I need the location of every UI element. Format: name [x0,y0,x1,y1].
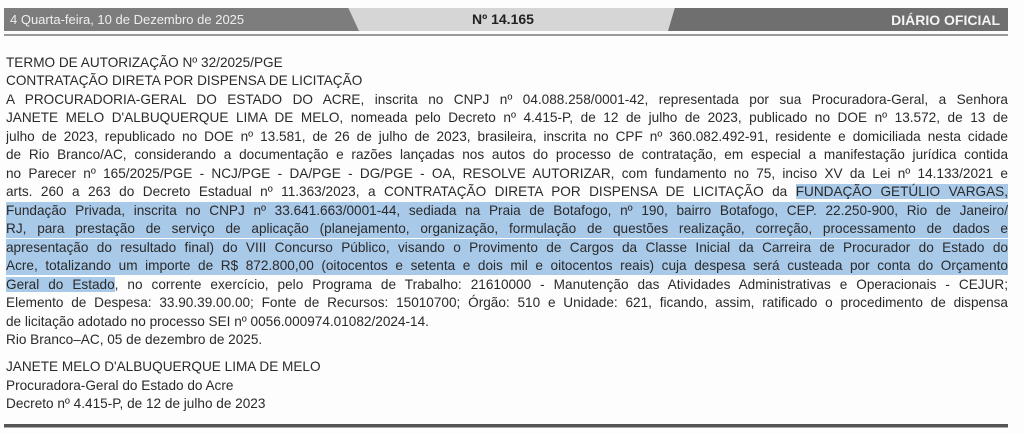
body-text: , no corrente exercício, pelo Programa de Trabalho: 21610000 - Manutenção das Atividades Administrativas e Operacionais - CEJUR; [114,277,1008,292]
document-subtitle: CONTRATAÇÃO DIRETA POR DISPENSA DE LICITAÇÃO [6,73,363,88]
highlighted-line: apresentação do resultado final) do VIII Concurso Público, visando o Provimento de Cargos da Classe Inicial da Carreira de Procurador do Estado do [6,240,1008,255]
body-line: julho de 2023, republicado no DOE nº 13.581, de 26 de julho de 2023, brasileira, inscrita no CPF nº 360.082.492-91, residente e domiciliada nesta cidade [6,129,1008,144]
header-divider [4,34,1008,36]
body-line [6,276,1008,294]
page-header [4,8,1008,31]
highlighted-text: FUNDAÇÃO GETÚLIO VARGAS, [795,184,1008,199]
signatory-role: Procuradora-Geral do Estado do Acre [6,378,234,393]
footer-divider [4,424,1008,428]
body-line: de licitação adotado no processo SEI nº 0056.000974.01082/2024-14. [6,314,429,329]
signatory-decree: Decreto nº 4.415-P, de 12 de julho de 2023 [6,396,266,411]
highlighted-line: Fundação Privada, inscrita no CNPJ nº 33.641.663/0001-44, sediada na Praia de Botafogo, nº 190, bairro Botafogo, CEP. 22.250-900, Rio de Janeiro/ [6,203,1008,218]
signatory-name: JANETE MELO D'ALBUQUERQUE LIMA DE MELO [6,359,321,374]
body-line: no Parecer nº 165/2025/PGE - NCJ/PGE - DA/PGE - DG/PGE - OA, RESOLVE AUTORIZAR, com fundamento no 75, inciso XV da Lei nº 14.133/2021 e [6,166,1008,181]
body-line: JANETE MELO D'ALBUQUERQUE LIMA DE MELO, nomeada pelo Decreto nº 4.415-P, de 12 de julho de 2023, publicado no DOE nº 13.572, de 13 de [6,110,1008,125]
edition-number: Nº 14.165 [472,11,534,27]
highlighted-line: Acre, totalizando um importe de R$ 872.800,00 (oitocentos e setenta e dois mil e oitocentos reais) cuja despesa será custeada por conta do Orçamento [6,258,1008,273]
body-line: Elemento de Despesa: 33.90.39.00.00; Fonte de Recursos: 15010700; Órgão: 510 e Unidade: 621, ficando, assim, ratificado o procedimento de dispensa [6,295,1008,310]
place-date: Rio Branco–AC, 05 de dezembro de 2025. [6,332,263,347]
body-line [6,183,1008,201]
document-title: TERMO DE AUTORIZAÇÃO Nº 32/2025/PGE [6,55,283,70]
highlighted-text: Geral do Estado [6,277,115,292]
header-date: 4 Quarta-feira, 10 de Dezembro de 2025 [10,12,245,27]
body-text: arts. 260 a 263 do Decreto Estadual nº 11.363/2023, a CONTRATAÇÃO DIRETA POR DISPENSA DE LICITAÇÃO da [6,184,796,199]
body-line: de Rio Branco/AC, considerando a documentação e razões lançadas nos autos do processo de contratação, em especial a manifestação jurídica contida [6,147,1008,162]
body-line: A PROCURADORIA-GERAL DO ESTADO DO ACRE, inscrita no CNPJ nº 04.088.258/0001-42, representada por sua Procuradora-Geral, a Senhora [6,92,1008,107]
highlighted-line: RJ, para prestação de serviço de aplicação (planejamento, organização, formulação de questões realização, correção, processamento de dados e [6,221,1008,236]
publication-title: DIÁRIO OFICIAL [891,12,1000,28]
